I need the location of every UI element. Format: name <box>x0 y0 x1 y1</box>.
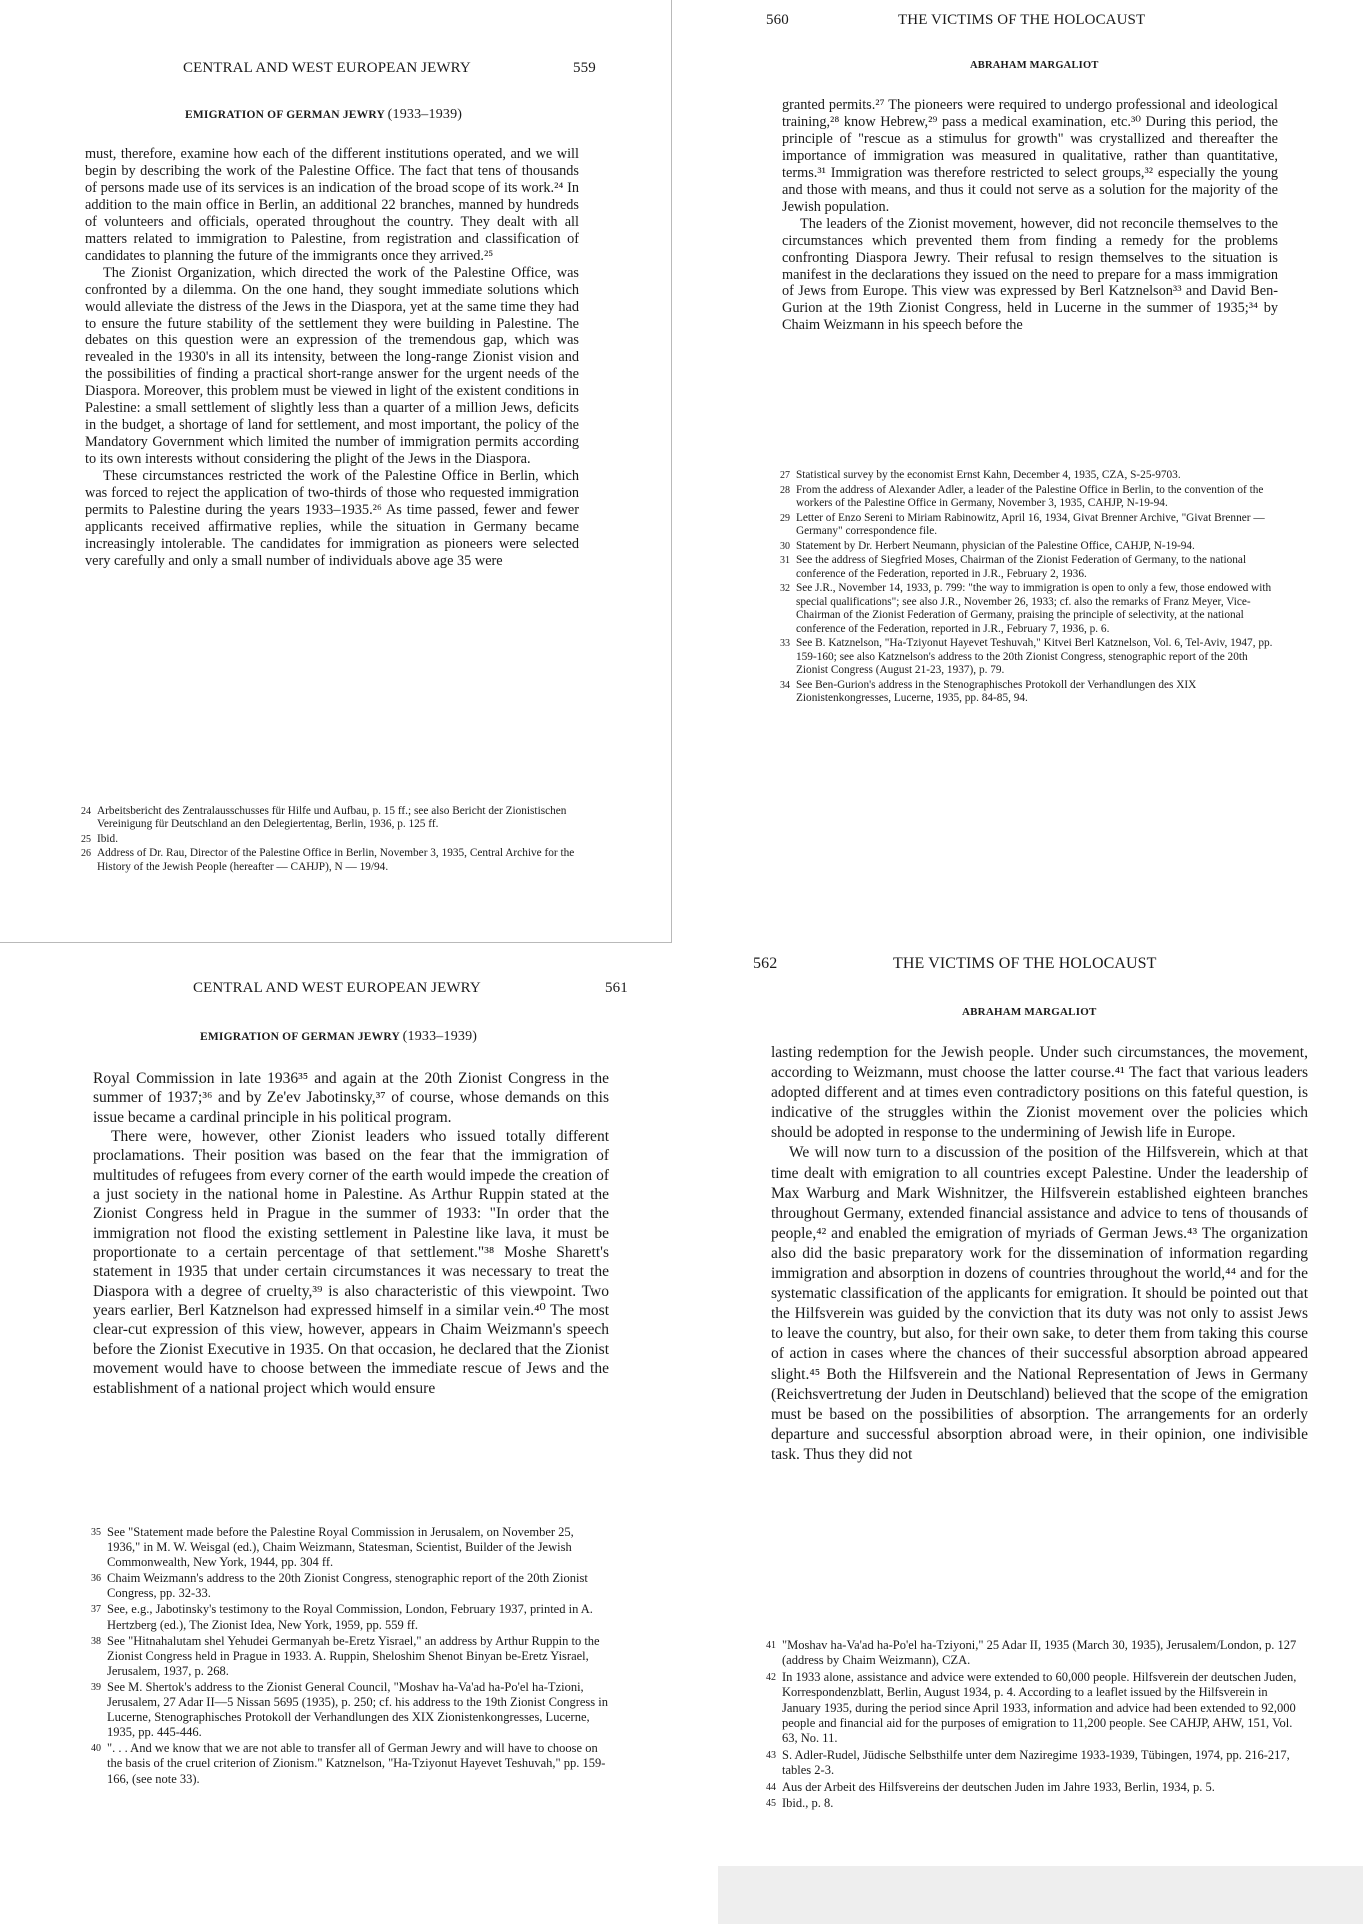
footnote-number: 44 <box>766 1781 776 1793</box>
footnotes <box>766 1638 1306 1812</box>
paragraph: There were, however, other Zionist leaders who issued totally different proclamations. Their position was based on the fear that the immigration of multitudes of refugees from every corner of the earth would impede the creation of a just society in the national home in Palestine. As Arthur Ruppin stated at the Zionist Congress held in Prague in the summer of 1933: "In order that the immigration not flood the existing settlement in Palestine like lava, it must be proportionate to a certain percentage of that settlement."³⁸ Moshe Sharett's statement in 1935 that under certain circumstances it was necessary to treat the Diaspora with a degree of cruelty,³⁹ is also characteristic of this viewpoint. Two years earlier, Berl Katznelson had expressed himself in a similar vein.⁴⁰ The most clear-cut expression of this view, however, appears in Chaim Weizmann's speech before the Zionist Executive in 1935. On that occasion, he declared that the Zionist movement would have to choose between the immediate rescue of Jews and the establishment of a national project which would ensure <box>93 1128 609 1397</box>
footnote-text: See Ben-Gurion's address in the Stenographisches Protokoll der Verhandlungen des XIX Zionistenkongresses, Lucerne, 1935, pp. 84-85, 94. <box>796 678 1197 704</box>
page-number: 561 <box>605 980 628 996</box>
paragraph: must, therefore, examine how each of the different institutions operated, and we will begin by describing the work of the Palestine Office. The fact that tens of thousands of persons made use of its services is an indication of the broad scope of its work.²⁴ In addition to the main office in Berlin, an additional 22 branches, manned by hundreds of volunteers and officials, operated throughout the country. They dealt with all matters related to immigration to Palestine, from registration and classification of candidates to planning the future of the immigrants once they arrived.²⁵ <box>85 146 579 264</box>
footnote <box>780 469 1276 483</box>
footnote-number: 28 <box>780 484 790 496</box>
subhead-title: EMIGRATION OF GERMAN JEWRY <box>185 109 385 121</box>
footnote-text: Statement by Dr. Herbert Neumann, physician of the Palestine Office, CAHJP, N-19-94. <box>796 539 1195 552</box>
footnote <box>780 637 1276 678</box>
footnote-text: Statistical survey by the economist Ernst Kahn, December 4, 1935, CZA, S-25-9703. <box>796 469 1181 481</box>
footnote-number: 31 <box>780 555 790 566</box>
footnote <box>91 1525 609 1570</box>
footnote-number: 24 <box>81 806 91 817</box>
running-head-title: THE VICTIMS OF THE HOLOCAUST <box>893 955 1157 972</box>
footnote-text: See "Statement made before the Palestine Royal Commission in Jerusalem, on November 25, 1936," in M. W. Weisgal (ed.), Chaim Weizmann, Statesman, Scientist, Builder of the Jewish Commonwealth, New York, 1944, pp. 304 ff. <box>107 1525 574 1570</box>
page-561 <box>0 960 700 1924</box>
footnote <box>780 679 1276 706</box>
page-number: 559 <box>573 60 596 76</box>
page-559 <box>0 0 672 943</box>
footnote <box>91 1680 609 1740</box>
footnote-number: 27 <box>780 470 790 481</box>
footnotes <box>81 805 575 875</box>
footnote-text: Aus der Arbeit des Hilfsvereins der deutschen Juden im Jahre 1933, Berlin, 1934, p. 5. <box>782 1779 1215 1794</box>
page-562 <box>718 940 1363 1865</box>
footnote <box>766 1670 1306 1747</box>
paragraph: The leaders of the Zionist movement, however, did not reconcile themselves to the circumstances which prevented them from finding a remedy for the problems confronting Diaspora Jewry. Their refusal to resign themselves to the situation is manifest in the declarations they issued on the need to prepare for a mass immigration of Jews from Europe. This view was expressed by Berl Katznelson³³ and David Ben-Gurion at the 19th Zionist Congress, held in Lucerne in the summer of 1935;³⁴ by Chaim Weizmann in his speech before the <box>782 215 1278 334</box>
footnote-text: Chaim Weizmann's address to the 20th Zionist Congress, stenographic report of the 20th Zionist Congress, pp. 32-33. <box>107 1571 588 1601</box>
footnote-text: From the address of Alexander Adler, a leader of the Palestine Office in Berlin, to the convention of the workers of the Palestine Office in Germany, November 3, 1935, CAHJP, N-19-94. <box>796 483 1264 509</box>
footnote-number: 40 <box>91 1743 101 1755</box>
footnote <box>81 805 575 832</box>
footnote-text: Arbeitsbericht des Zentralausschusses für Hilfe und Aufbau, p. 15 ff.; see also Bericht der Zionistischen Vereinigung für Deutschland an den Delegiertentag, Berlin, 1936, p. 125 ff. <box>97 805 567 831</box>
body-text <box>85 146 579 570</box>
footnote-text: See M. Shertok's address to the Zionist General Council, "Moshav ha-Va'ad ha-Po'el ha-Tzioni, Jerusalem, 27 Adar II—5 Nissan 5695 (1935), p. 250; cf. his address to the 19th Zionist Congress in Lucerne, Stenographisches Protokoll der Verhandlungen des XIX Zionistenkongresses, Lucerne, 1935, pp. 445-446. <box>107 1679 608 1740</box>
footnote <box>780 484 1276 511</box>
footnote <box>91 1571 609 1601</box>
footnote <box>91 1602 609 1632</box>
footnotes <box>780 469 1276 707</box>
footnote <box>766 1780 1306 1795</box>
running-head-title: CENTRAL AND WEST EUROPEAN JEWRY <box>183 60 471 76</box>
footnote <box>81 847 575 874</box>
footnote <box>766 1748 1306 1779</box>
footnote-number: 32 <box>780 583 790 594</box>
footnote-text: "Moshav ha-Va'ad ha-Po'el ha-Tziyoni," 25 Adar II, 1935 (March 30, 1935), Jerusalem/London, p. 127 (address by Chaim Weizmann), CZA. <box>782 1638 1297 1668</box>
footnote-text: Address of Dr. Rau, Director of the Palestine Office in Berlin, November 3, 1935, Central Archive for the History of the Jewish People (hereafter — CAHJP), N — 19/94. <box>97 847 575 873</box>
footnote-number: 38 <box>91 1635 101 1647</box>
background-band <box>718 1866 1363 1924</box>
page-number: 560 <box>766 12 789 28</box>
paragraph: lasting redemption for the Jewish people. Under such circumstances, the movement, according to Weizmann, must choose the latter course.⁴¹ The fact that various leaders adopted different and at times even contradictory positions on this fateful question, is indicative of the struggles within the Zionist movement over the policies which should be adopted in response to the undermining of Jewish life in Europe. <box>771 1044 1308 1142</box>
footnote-text: See, e.g., Jabotinsky's testimony to the Royal Commission, London, February 1937, printed in A. Hertzberg (ed.), The Zionist Idea, New York, 1959, pp. 559 ff. <box>107 1602 593 1632</box>
body-text <box>782 97 1278 334</box>
page-number: 562 <box>753 955 778 972</box>
body-text <box>93 1069 609 1398</box>
footnote-text: Letter of Enzo Sereni to Miriam Rabinowitz, April 16, 1934, Givat Brenner Archive, "Givat Brenner — Germany" correspondence file. <box>796 511 1265 537</box>
running-head <box>193 980 633 997</box>
footnote-text: ". . . And we know that we are not able to transfer all of German Jewry and will have to choose on the basis of the cruel criterion of Zionism." Katznelson, "Ha-Tziyonut Hayevet Teshuvah," pp. 159-166, (see note 33). <box>107 1741 606 1786</box>
footnote <box>81 833 575 846</box>
footnote-text: See B. Katznelson, "Ha-Tziyonut Hayevet Teshuvah," Kitvei Berl Katznelson, Vol. 6, Tel-Aviv, 1947, pp. 159-160; see also Katznelson's address to the 20th Zionist Congress, stenographic report of the 20th Zionist Congress (August 21-23, 1937), p. 79. <box>796 637 1273 676</box>
footnote-text: Ibid., p. 8. <box>782 1796 834 1811</box>
footnote-number: 36 <box>91 1573 101 1585</box>
footnote-text: Ibid. <box>97 832 119 845</box>
footnote-number: 42 <box>766 1671 776 1683</box>
footnote-number: 39 <box>91 1681 101 1693</box>
footnote <box>780 582 1276 636</box>
subhead-title: EMIGRATION OF GERMAN JEWRY <box>200 1031 400 1043</box>
footnotes <box>91 1525 609 1788</box>
footnote-number: 35 <box>91 1527 101 1538</box>
body-text <box>771 1043 1308 1465</box>
paragraph: The Zionist Organization, which directed the work of the Palestine Office, was confronted by a dilemma. On the one hand, they sought immediate solutions which would alleviate the distress of the Jews in the Diaspora, yet at the same time they had to ensure the future stability of the settlement they were building in Palestine. The debates on this question were an expression of the tremendous gap, which was revealed in the 1930's in all its intensity, between the long-range Zionist vision and the possibilities of finding a practical short-range answer for the urgent needs of the Diaspora. Moreover, this problem must be viewed in light of the existent conditions in Palestine: a small settlement of slightly less than a quarter of a million Jews, deficits in the budget, a shortage of land for settlement, and most important, the policy of the Mandatory Government which limited the number of immigration permits according to its own interests without considering the plight of the Jews in the Diaspora. <box>85 264 579 468</box>
author-subhead: ABRAHAM MARGALIOT <box>970 60 1099 71</box>
footnote-number: 37 <box>91 1604 101 1616</box>
author-subhead: ABRAHAM MARGALIOT <box>962 1006 1097 1018</box>
running-head-title: CENTRAL AND WEST EUROPEAN JEWRY <box>193 980 481 996</box>
footnote <box>91 1741 609 1786</box>
running-head <box>183 60 613 77</box>
chapter-subhead <box>200 1029 477 1045</box>
subhead-years: (1933–1939) <box>387 107 463 122</box>
paragraph: Royal Commission in late 1936³⁵ and again at the 20th Zionist Congress in the summer of 1937;³⁶ and by Ze'ev Jabotinsky,³⁷ of course, whose demands on this issue became a cardinal principle in his political program. <box>93 1070 609 1126</box>
footnote-number: 43 <box>766 1749 776 1761</box>
running-head-title: THE VICTIMS OF THE HOLOCAUST <box>898 12 1146 28</box>
footnote <box>91 1634 609 1679</box>
footnote <box>780 512 1276 539</box>
footnote-number: 25 <box>81 833 91 845</box>
footnote-number: 30 <box>780 540 790 552</box>
footnote-text: In 1933 alone, assistance and advice were extended to 60,000 people. Hilfsverein der deutschen Juden, Korrespondenzblatt, Berlin, August 1934, p. 4. According to a leaflet issued by the Hilfsverein in January 1935, during the period since April 1933, information and advice had been extended to 92,000 people and financial aid for the purposes of emigration to 11,200 people. See CAHJP, AHW, 151, Vol. 63, No. 11. <box>782 1669 1297 1746</box>
paragraph: These circumstances restricted the work of the Palestine Office in Berlin, which was forced to reject the application of two-thirds of those who requested immigration permits to Palestine during the years 1933–1935.²⁶ As time passed, fewer and fewer applicants received affirmative replies, while the situation in Germany became increasingly intolerable. The candidates for immigration as pioneers were selected very carefully and only a small number of individuals above age 35 were <box>85 468 579 569</box>
footnote <box>766 1638 1306 1669</box>
paragraph: granted permits.²⁷ The pioneers were required to undergo professional and ideological training,²⁸ know Hebrew,²⁹ pass a medical examination, etc.³⁰ During this period, the principle of "rescue as a stimulus for growth" was crystallized and thereafter the importance of immigration was measured in qualitative, rather than quantitative, terms.³¹ Immigration was therefore restricted to select groups,³² especially the young and those with means, and thus it could not serve as a solution for the majority of the Jewish population. <box>782 97 1278 215</box>
page-560 <box>736 0 1363 920</box>
footnote <box>780 540 1276 554</box>
subhead-years: (1933–1939) <box>402 1029 478 1044</box>
footnote <box>766 1796 1306 1811</box>
chapter-subhead <box>185 107 462 123</box>
footnote-text: See J.R., November 14, 1933, p. 799: "the way to immigration is open to only a few, those endowed with special qualifications"; see also J.R., November 26, 1933; cf. also the remarks of Franz Meyer, Vice-Chairman of the Zionist Federation of Germany, praising the principle of selectivity, at the national conference of the Federation, reported in J.R., February 7, 1936, p. 6. <box>796 582 1272 635</box>
footnote-text: See the address of Siegfried Moses, Chairman of the Zionist Federation of Germany, to the national conference of the Federation, reported in J.R., February 2, 1936. <box>796 554 1247 580</box>
paragraph: We will now turn to a discussion of the position of the Hilfsverein, which at that time dealt with emigration to all countries except Palestine. Under the leadership of Max Warburg and Mark Wishnitzer, the Hilfsverein established eighteen branches throughout Germany, extended financial assistance and advice to tens of thousands of people,⁴² and enabled the emigration of myriads of German Jews.⁴³ The organization also did the basic preparatory work for the dissemination of information regarding immigration and absorption in dozens of countries throughout the world,⁴⁴ and for the systematic classification of the applicants for emigration. It should be pointed out that the Hilfsverein was guided by the conviction that its duty was not only to assist Jews to leave the country, but also, for their own sake, to deter them from taking this course of action in cases where the chances of their successful absorption abroad appeared slight.⁴⁵ Both the Hilfsverein and the National Representation of Jews in Germany (Reichsvertretung der Juden in Deutschland) believed that the scope of the emigration must be based on the possibilities of absorption. The arrangements for an orderly departure and successful absorption abroad were, in their opinion, one indivisible task. Thus they did not <box>771 1144 1308 1463</box>
footnote-text: S. Adler-Rudel, Jüdische Selbsthilfe unter dem Naziregime 1933-1939, Tübingen, 1974, pp. 216-217, tables 2-3. <box>782 1747 1290 1778</box>
footnote-number: 41 <box>766 1640 776 1651</box>
footnote-number: 33 <box>780 638 790 649</box>
footnote-number: 26 <box>81 848 91 860</box>
footnote-number: 29 <box>780 512 790 524</box>
footnote <box>780 554 1276 581</box>
footnote-number: 34 <box>780 679 790 691</box>
footnote-number: 45 <box>766 1798 776 1810</box>
footnote-text: See "Hitnahalutam shel Yehudei Germanyah be-Eretz Yisrael," an address by Arthur Ruppin to the Zionist Congress held in Prague in 1933. A. Ruppin, Sheloshim Shenot Binyan be-Eretz Yisrael, Jerusalem, 1937, p. 268. <box>107 1633 600 1678</box>
